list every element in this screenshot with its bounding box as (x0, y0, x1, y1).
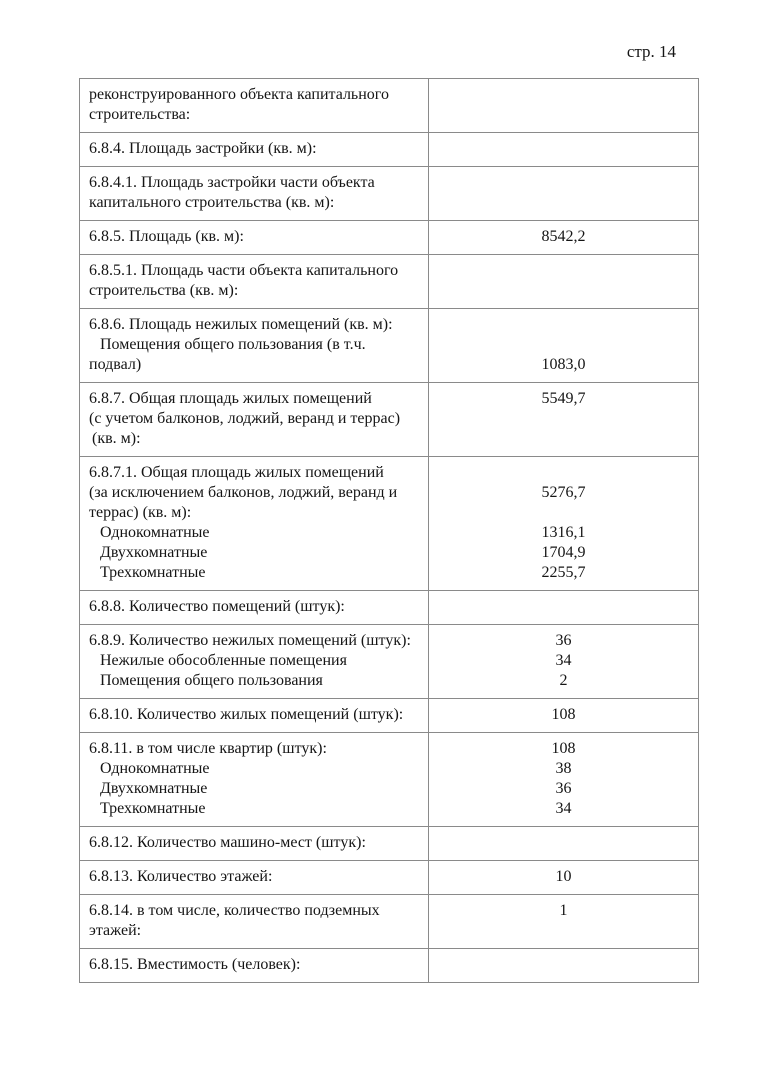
row-label-cell (80, 949, 429, 982)
row-value-cell (429, 861, 698, 894)
row-value-cell (429, 949, 698, 982)
row-label-line: строительства: (89, 106, 191, 123)
table-row (80, 624, 698, 698)
row-value-line (433, 335, 694, 355)
row-value-line: 10 (555, 868, 572, 885)
row-value-cell (429, 133, 698, 166)
row-value-line (433, 261, 694, 281)
row-label-cell (80, 255, 429, 308)
row-label-cell (80, 895, 429, 948)
row-label-line: 6.8.7.1. Общая площадь жилых помещений (89, 464, 384, 481)
row-value-line: 5276,7 (541, 484, 586, 501)
row-label-line: 6.8.11. в том числе квартир (штук): (89, 740, 327, 757)
row-label-line: Помещения общего пользования (100, 672, 323, 689)
row-label-line: 6.8.7. Общая площадь жилых помещений (89, 390, 372, 407)
row-value-cell (429, 167, 698, 220)
row-label-line: 6.8.8. Количество помещений (штук): (89, 598, 345, 615)
table-row (80, 732, 698, 826)
row-label-line: (с учетом балконов, лоджий, веранд и террас) (89, 410, 401, 427)
table-row (80, 698, 698, 732)
row-value-line: 1 (559, 902, 568, 919)
row-label-line: 6.8.15. Вместимость (человек): (89, 956, 301, 973)
row-label-line: Однокомнатные (100, 760, 210, 777)
row-value-cell (429, 383, 698, 456)
table-row (80, 254, 698, 308)
row-label-line: 6.8.5.1. Площадь части объекта капитального (89, 262, 399, 279)
row-label-cell (80, 733, 429, 826)
row-label-cell (80, 221, 429, 254)
row-value-line (433, 833, 694, 853)
row-label-line: Трехкомнатные (100, 564, 206, 581)
row-value-cell (429, 895, 698, 948)
row-label-line: реконструированного объекта капитального (89, 86, 389, 103)
row-label-line: Двухкомнатные (100, 780, 208, 797)
row-value-line (433, 409, 694, 429)
row-value-line: 1316,1 (541, 524, 586, 541)
table-row (80, 456, 698, 590)
row-value-line: 5549,7 (541, 390, 586, 407)
row-value-line: 34 (555, 800, 572, 817)
row-value-line (433, 173, 694, 193)
row-label-cell (80, 827, 429, 860)
row-value-line: 1083,0 (541, 356, 586, 373)
row-label-cell (80, 861, 429, 894)
row-value-cell (429, 457, 698, 590)
row-value-line: 108 (551, 706, 576, 723)
row-value-cell (429, 827, 698, 860)
row-label-line: 6.8.13. Количество этажей: (89, 868, 273, 885)
row-value-cell (429, 309, 698, 382)
row-value-line (433, 315, 694, 335)
row-value-line: 36 (555, 780, 572, 797)
row-label-cell (80, 133, 429, 166)
row-value-line: 1704,9 (541, 544, 586, 561)
table-row (80, 826, 698, 860)
row-value-cell (429, 699, 698, 732)
row-label-line: террас) (кв. м): (89, 504, 192, 521)
table-row (80, 166, 698, 220)
row-value-line (433, 503, 694, 523)
row-value-cell (429, 625, 698, 698)
row-label-cell (80, 79, 429, 132)
row-value-line (433, 955, 694, 975)
table-row (80, 860, 698, 894)
row-label-cell (80, 699, 429, 732)
row-value-cell (429, 733, 698, 826)
row-label-line: капитального строительства (кв. м): (89, 194, 335, 211)
row-label-cell (80, 591, 429, 624)
table-row (80, 220, 698, 254)
row-value-line: 36 (555, 632, 572, 649)
row-value-line: 8542,2 (541, 228, 586, 245)
row-value-line: 2255,7 (541, 564, 586, 581)
document-table (79, 78, 699, 983)
row-label-line: (кв. м): (92, 430, 141, 447)
row-value-line (433, 105, 694, 125)
row-label-line: 6.8.10. Количество жилых помещений (штук): (89, 706, 404, 723)
table-row (80, 948, 698, 982)
row-label-line: 6.8.4.1. Площадь застройки части объекта (89, 174, 375, 191)
row-label-line: этажей: (89, 922, 142, 939)
row-value-line (433, 597, 694, 617)
row-label-cell (80, 309, 429, 382)
row-value-cell (429, 79, 698, 132)
row-label-cell (80, 625, 429, 698)
row-label-line: Нежилые обособленные помещения (100, 652, 347, 669)
row-value-line (433, 429, 694, 449)
row-label-cell (80, 167, 429, 220)
row-label-line: 6.8.4. Площадь застройки (кв. м): (89, 140, 317, 157)
row-value-line (433, 281, 694, 301)
row-value-line (433, 139, 694, 159)
row-value-line (433, 463, 694, 483)
row-label-line: подвал) (89, 356, 142, 373)
row-label-cell (80, 457, 429, 590)
row-label-line: 6.8.5. Площадь (кв. м): (89, 228, 244, 245)
row-value-line: 108 (551, 740, 576, 757)
row-label-line: 6.8.12. Количество машино-мест (штук): (89, 834, 366, 851)
row-label-line: 6.8.9. Количество нежилых помещений (штук): (89, 632, 411, 649)
row-value-line (433, 921, 694, 941)
table-row (80, 894, 698, 948)
table-row (80, 132, 698, 166)
table-row (80, 308, 698, 382)
row-label-line: Двухкомнатные (100, 544, 208, 561)
table-row (80, 79, 698, 132)
row-value-line: 34 (555, 652, 572, 669)
row-value-line (433, 193, 694, 213)
row-value-cell (429, 255, 698, 308)
row-value-line: 38 (555, 760, 572, 777)
row-value-line (433, 85, 694, 105)
row-label-line: (за исключением балконов, лоджий, веранд и (89, 484, 398, 501)
row-label-line: Однокомнатные (100, 524, 210, 541)
row-label-cell (80, 383, 429, 456)
table-row (80, 590, 698, 624)
page-number-label: стр. 14 (626, 42, 676, 61)
row-label-line: строительства (кв. м): (89, 282, 239, 299)
table-row (80, 382, 698, 456)
row-value-line: 2 (559, 672, 568, 689)
row-label-line: Трехкомнатные (100, 800, 206, 817)
row-value-cell (429, 591, 698, 624)
row-label-line: Помещения общего пользования (в т.ч. (100, 336, 366, 353)
row-label-line: 6.8.6. Площадь нежилых помещений (кв. м): (89, 316, 393, 333)
row-value-cell (429, 221, 698, 254)
row-label-line: 6.8.14. в том числе, количество подземных (89, 902, 380, 919)
